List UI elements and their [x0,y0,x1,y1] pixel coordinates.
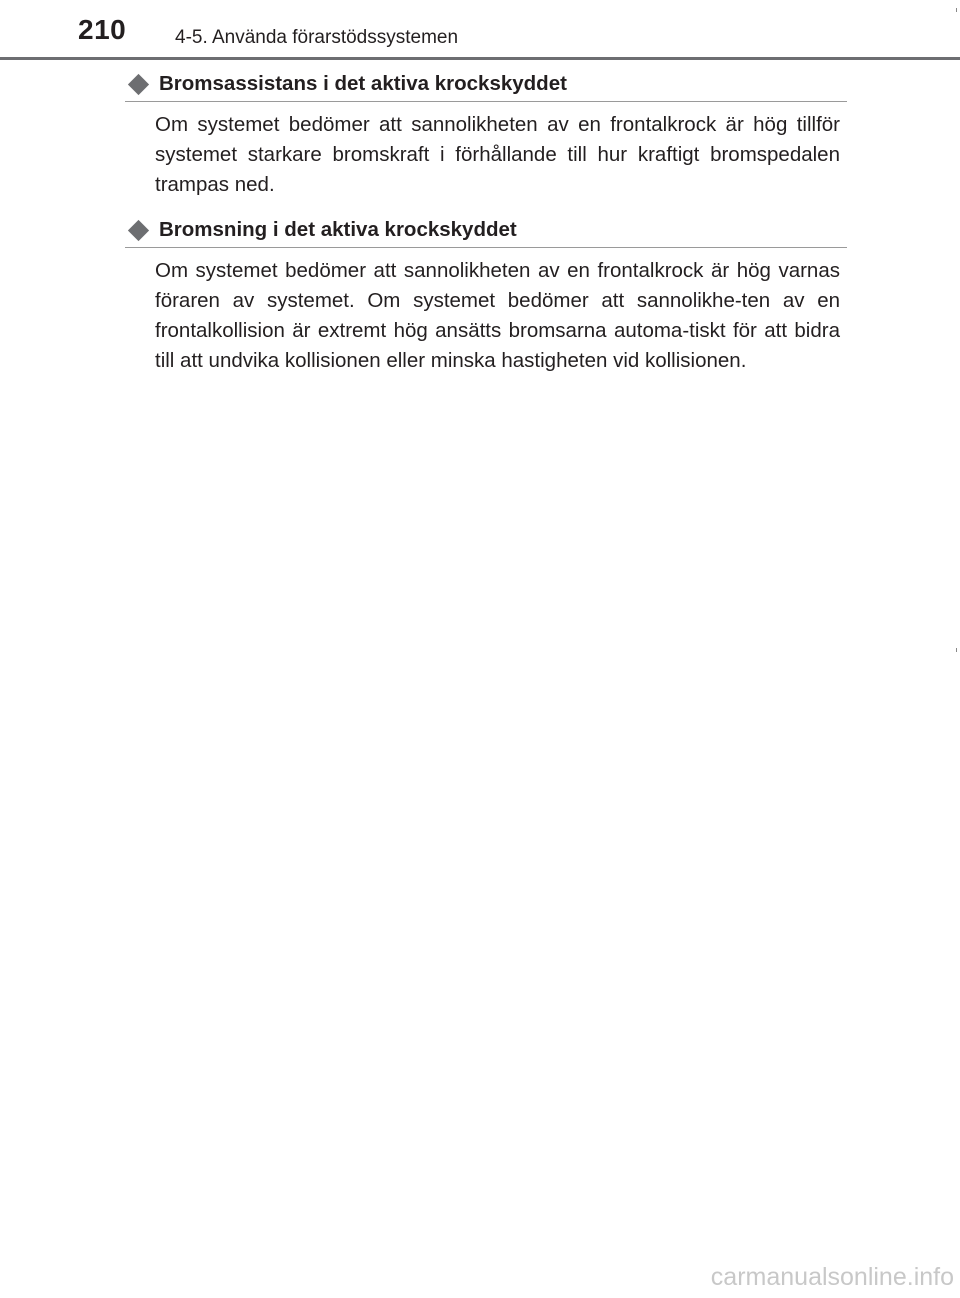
section-paragraph: Om systemet bedömer att sannolikheten av en frontalkrock är hög tillför systemet starkare bromskraft i förhållande till hur kraftigt bromspedalen trampas ned. [155,113,840,196]
page-number: 210 [78,14,127,45]
section-heading [125,67,847,102]
section-title: Bromsassistans i det aktiva krockskyddet [159,72,567,95]
watermark: carmanualsonline.info [710,1263,954,1291]
crop-mark [956,648,957,652]
diamond-bullet-icon [128,73,149,94]
section-paragraph: Om systemet bedömer att sannolikheten av en frontalkrock är hög varnas föraren av systemet. Om systemet bedömer att sannolikhe-ten av en frontalkollision är extremt hög ansätts bromsarna automa-tiskt för att bidra till att undvika kollisionen eller minska hastigheten vid kollisionen. [155,259,840,372]
section-title: Bromsning i det aktiva krockskyddet [159,218,517,241]
section-brake-assist [125,67,847,200]
section-auto-braking [125,213,847,376]
chapter-title: 4-5. Använda förarstödssystemen [175,27,459,48]
crop-mark [956,8,957,12]
header-divider [0,57,960,60]
diamond-bullet-icon [128,219,149,240]
section-heading [125,213,847,248]
